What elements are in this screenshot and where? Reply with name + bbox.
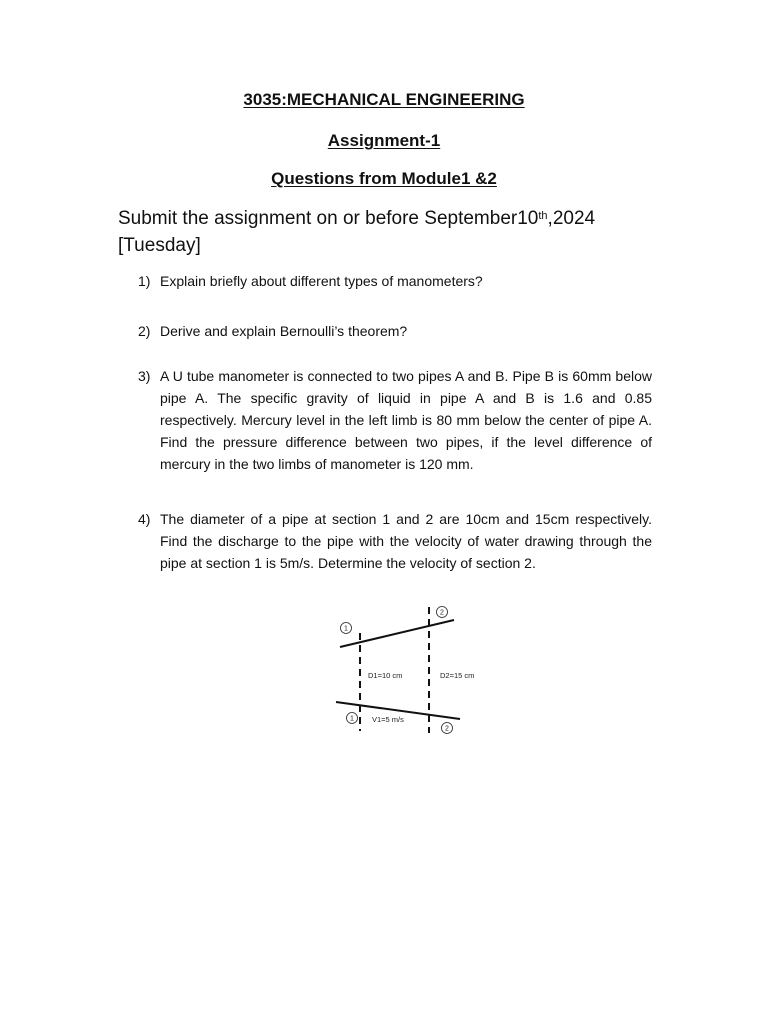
question-number: 1)	[138, 273, 151, 289]
section-1-top-marker	[341, 623, 352, 634]
question-item	[138, 270, 652, 292]
submission-day: [Tuesday]	[118, 235, 201, 256]
d2-label: D2=15 cm	[440, 671, 475, 680]
pipe-diagram	[332, 603, 480, 737]
section-2-top-marker	[437, 607, 448, 618]
svg-text:2: 2	[440, 609, 444, 617]
question-number: 2)	[138, 323, 151, 339]
pipe-diagram-svg	[332, 603, 480, 737]
question-item	[138, 365, 652, 475]
svg-text:1: 1	[350, 715, 354, 723]
question-text: Explain briefly about different types of manometers?	[160, 273, 483, 289]
course-title: 3035:MECHANICAL ENGINEERING	[243, 90, 525, 109]
submission-superscript: th	[538, 210, 548, 222]
section-2-bottom-marker	[442, 723, 453, 734]
d1-label: D1=10 cm	[368, 671, 403, 680]
question-text: The diameter of a pipe at section 1 and 2 are 10cm and 15cm respectively. Find the discharge to the pipe with the velocity of water drawing through the pipe at section 1 is 5m/s. Determine the velocity of section 2.	[160, 511, 652, 571]
assignment-title: Assignment-1	[327, 131, 441, 150]
submission-text: Submit the assignment on or before September10	[118, 208, 539, 229]
pipe-top-wall	[340, 620, 454, 647]
question-number: 4)	[138, 511, 151, 527]
question-number: 3)	[138, 368, 151, 384]
question-item	[138, 320, 652, 342]
svg-text:2: 2	[445, 725, 449, 733]
question-text: Derive and explain Bernoulli’s theorem?	[160, 323, 408, 339]
submission-year: ,2024	[547, 208, 596, 229]
question-item	[138, 508, 652, 574]
section-1-bottom-marker	[347, 713, 358, 724]
svg-text:1: 1	[344, 625, 348, 633]
question-text: A U tube manometer is connected to two pipes A and B. Pipe B is 60mm below pipe A. The specific gravity of liquid in pipe A and B is 1.6 and 0.85 respectively. Mercury level in the left limb is 80 mm below the center of pipe A. Find the pressure difference between two pipes, if the level difference of mercury in the two limbs of manometer is 120 mm.	[160, 368, 652, 472]
questions-heading: Questions from Module1 &2	[271, 169, 497, 188]
submission-note	[118, 205, 678, 259]
v1-label: V1=5 m/s	[372, 715, 404, 724]
